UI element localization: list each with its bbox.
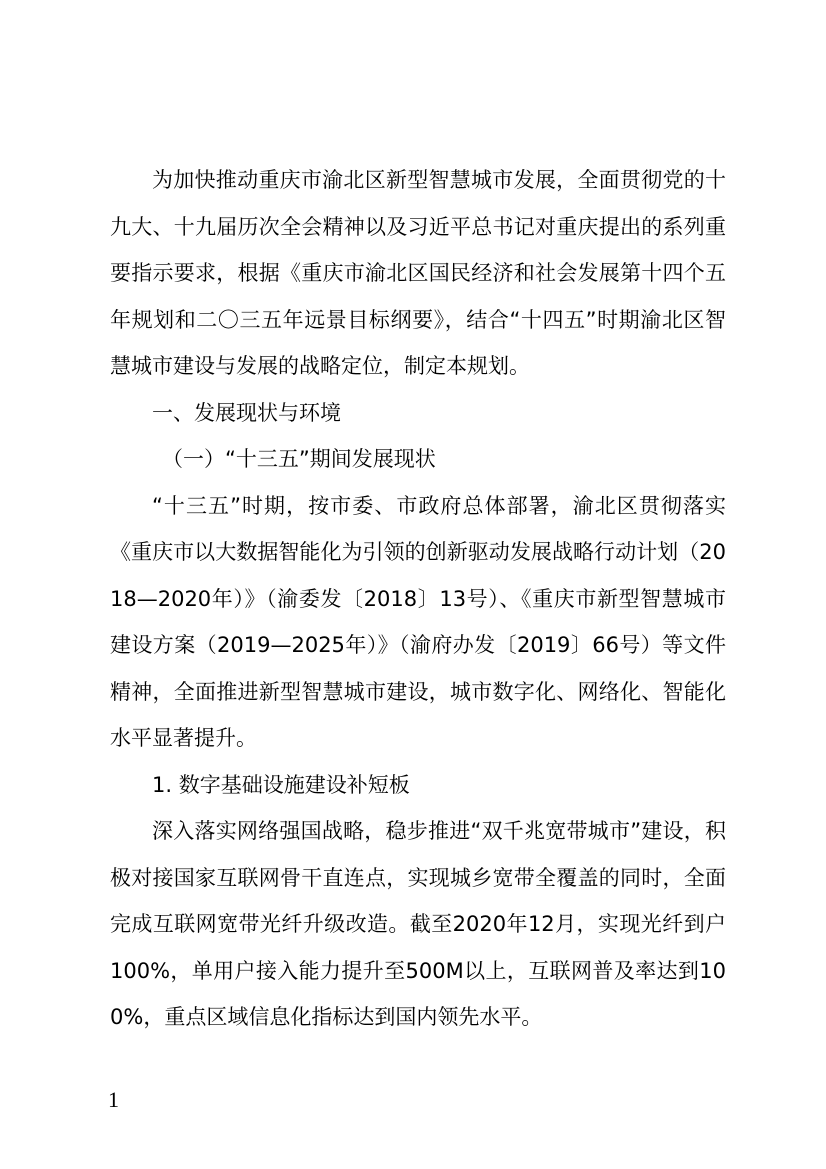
section-heading-development-status: 一、发展现状与环境 — [152, 400, 341, 425]
item-paragraph: 深入落实网络强国战略，稳步推进“双千兆宽带城市”建设，积极对接国家互联网骨干直连点，实现城乡宽带全覆盖的同时，全面完成互联网宽带光纤升级改造。截至2020年12月，实现光纤到户100%，单用户接入能力提升至500M以上，互联网普及率达到100%，重点区域信息化指标达到国内领先水平。 — [110, 819, 726, 1029]
document-body — [110, 157, 726, 1041]
intro-paragraph: 为加快推动重庆市渝北区新型智慧城市发展，全面贯彻党的十九大、十九届历次全会精神以及习近平总书记对重庆提出的系列重要指示要求，根据《重庆市渝北区国民经济和社会发展第十四个五年规划和二〇三五年远景目标纲要》，结合“十四五”时期渝北区智慧城市建设与发展的战略定位，制定本规划。 — [110, 168, 726, 378]
subsection-paragraph: “十三五”时期，按市委、市政府总体部署，渝北区贯彻落实《重庆市以大数据智能化为引领的创新驱动发展战略行动计划（2018—2020年）》（渝委发〔2018〕13号）、《重庆市新型智慧城市建设方案（2019—2025年）》（渝府办发〔2019〕66号）等文件精神，全面推进新型智慧城市建设，城市数字化、网络化、智能化水平显著提升。 — [110, 493, 726, 750]
subsection-heading-13th-five-year: （一）“十三五”期间发展现状 — [162, 447, 436, 471]
item-heading-digital-infrastructure: 1. 数字基础设施建设补短板 — [152, 772, 410, 797]
page-number: 1 — [108, 1087, 119, 1112]
